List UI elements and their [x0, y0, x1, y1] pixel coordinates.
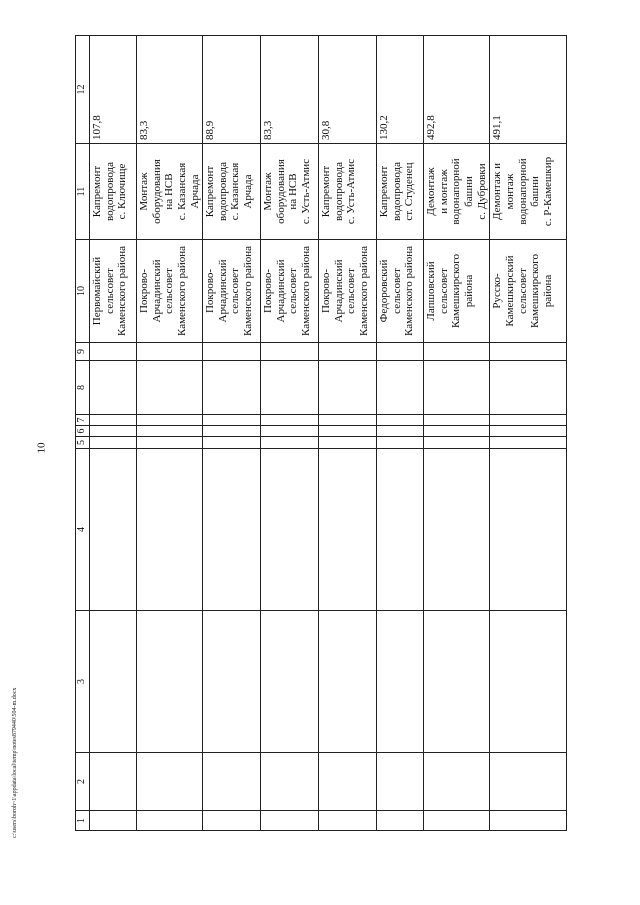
council-cell: [137, 240, 203, 343]
column-header: 4: [76, 449, 90, 611]
empty-cell: [203, 811, 261, 831]
cell-line: Покрово-: [320, 268, 333, 314]
cell-line: с. Казанская: [175, 162, 188, 221]
empty-cell: [261, 426, 319, 437]
empty-cell: [137, 437, 203, 449]
empty-cell: [203, 753, 261, 811]
empty-cell: [377, 437, 424, 449]
cell-line: водопровода: [103, 161, 116, 222]
cell-line: Арчада: [242, 174, 255, 209]
empty-cell: [203, 611, 261, 753]
empty-cell: [261, 415, 319, 426]
cell-line: Капремонт: [378, 165, 391, 218]
cell-line: сельсовет: [437, 268, 450, 314]
cell-line: с. Усть-Атмис: [345, 158, 358, 225]
value-cell: 107,8: [90, 36, 137, 144]
empty-cell: [319, 611, 377, 753]
work-cell: [319, 144, 377, 240]
empty-cell: [319, 811, 377, 831]
column-header: 7: [76, 415, 90, 426]
empty-cell: [490, 415, 567, 426]
footer-file-path: c:\users\boroh~1\appdata\local\temp\notes879440\504-m.docx: [12, 687, 18, 838]
table-row: [377, 36, 424, 831]
cell-line: сельсовет: [229, 268, 242, 314]
empty-cell: [203, 449, 261, 611]
column-header: 11: [76, 144, 90, 240]
empty-cell: [261, 449, 319, 611]
empty-cell: [203, 415, 261, 426]
empty-cell: [203, 343, 261, 361]
cell-line: Русско-: [491, 273, 504, 309]
cell-line: Лапшовский: [425, 261, 438, 321]
table-row: [203, 36, 261, 831]
empty-cell: [490, 449, 567, 611]
empty-cell: [377, 426, 424, 437]
empty-cell: [377, 361, 424, 415]
cell-line: района: [463, 274, 476, 308]
cell-line: Демонтаж: [425, 167, 438, 216]
council-cell: [424, 240, 490, 343]
council-cell: [261, 240, 319, 343]
cell-line: на НСВ: [163, 173, 176, 210]
empty-cell: [490, 437, 567, 449]
empty-cell: [424, 426, 490, 437]
empty-cell: [90, 811, 137, 831]
empty-cell: [424, 753, 490, 811]
value-cell: 491,1: [490, 36, 567, 144]
cell-line: сельсовет: [345, 268, 358, 314]
empty-cell: [490, 611, 567, 753]
empty-cell: [203, 437, 261, 449]
column-header: 9: [76, 343, 90, 361]
rotated-sheet: [75, 36, 588, 831]
empty-cell: [137, 343, 203, 361]
value-cell: 130,2: [377, 36, 424, 144]
empty-cell: [261, 811, 319, 831]
empty-cell: [424, 811, 490, 831]
value-cell: 30,8: [319, 36, 377, 144]
work-cell: [261, 144, 319, 240]
value-cell: 88,9: [203, 36, 261, 144]
empty-cell: [319, 753, 377, 811]
cell-line: Арчадинский: [150, 259, 163, 323]
empty-cell: [490, 753, 567, 811]
cell-line: водопровода: [332, 161, 345, 222]
empty-cell: [137, 449, 203, 611]
cell-line: ст. Студенец: [403, 162, 416, 221]
empty-cell: [424, 343, 490, 361]
empty-cell: [137, 753, 203, 811]
empty-cell: [319, 426, 377, 437]
empty-cell: [319, 415, 377, 426]
cell-line: водонапорной: [450, 158, 463, 225]
cell-line: с. Ключище: [116, 163, 129, 220]
empty-cell: [424, 437, 490, 449]
empty-cell: [319, 343, 377, 361]
cell-line: водонапорной: [516, 158, 529, 225]
cell-line: водопровода: [216, 161, 229, 222]
empty-cell: [203, 426, 261, 437]
empty-cell: [90, 415, 137, 426]
column-header: 6: [76, 426, 90, 437]
empty-cell: [377, 415, 424, 426]
column-header: 12: [76, 36, 90, 144]
work-cell: [137, 144, 203, 240]
empty-cell: [90, 753, 137, 811]
empty-cell: [261, 343, 319, 361]
empty-cell: [319, 449, 377, 611]
table-row: [90, 36, 137, 831]
cell-line: Камешкирского: [450, 253, 463, 329]
column-header: 8: [76, 361, 90, 415]
council-cell: [490, 240, 567, 343]
cell-line: Покрово-: [138, 268, 150, 314]
table-row: [261, 36, 319, 831]
empty-cell: [424, 449, 490, 611]
cell-line: Монтаж: [262, 172, 275, 211]
cell-line: и монтаж: [437, 169, 450, 214]
cell-line: сельсовет: [390, 268, 403, 314]
column-header: 1: [76, 811, 90, 831]
work-cell: [90, 144, 137, 240]
cell-line: с. Дубровки: [475, 163, 488, 220]
work-cell: [377, 144, 424, 240]
council-cell: [319, 240, 377, 343]
cell-line: Капремонт: [320, 165, 333, 218]
empty-cell: [424, 361, 490, 415]
cell-line: Арчадинский: [216, 259, 229, 323]
empty-cell: [137, 361, 203, 415]
value-cell: 83,3: [261, 36, 319, 144]
table-row: [137, 36, 203, 831]
empty-cell: [137, 811, 203, 831]
empty-cell: [319, 361, 377, 415]
value-cell: 83,3: [137, 36, 203, 144]
column-header: 2: [76, 753, 90, 811]
cell-line: Камешкирского: [529, 253, 542, 329]
empty-cell: [377, 611, 424, 753]
empty-cell: [377, 753, 424, 811]
empty-cell: [490, 426, 567, 437]
cell-line: оборудования: [274, 159, 287, 224]
council-cell: [203, 240, 261, 343]
cell-line: с. Усть-Атмис: [300, 158, 313, 225]
cell-line: Камешкирский: [504, 255, 517, 327]
cell-line: сельсовет: [103, 268, 116, 314]
table-row: [319, 36, 377, 831]
cell-line: башни: [463, 176, 476, 207]
cell-line: сельсовет: [516, 268, 529, 314]
table-row: [424, 36, 490, 831]
empty-cell: [424, 611, 490, 753]
cell-line: Каменского района: [300, 246, 313, 336]
cell-line: Каменского района: [175, 246, 188, 336]
empty-cell: [90, 449, 137, 611]
cell-line: оборудования: [150, 159, 163, 224]
empty-cell: [490, 811, 567, 831]
cell-line: Каменского района: [403, 246, 416, 336]
cell-line: района: [541, 274, 554, 308]
council-cell: [377, 240, 424, 343]
cell-line: с. Казанская: [229, 162, 242, 221]
cell-line: водопровода: [390, 161, 403, 222]
cell-line: Каменского района: [242, 246, 255, 336]
column-header: 5: [76, 437, 90, 449]
cell-line: сельсовет: [163, 268, 176, 314]
cell-line: с. Р-Камешкир: [541, 156, 554, 227]
empty-cell: [261, 361, 319, 415]
empty-cell: [137, 415, 203, 426]
column-number-row: [76, 36, 90, 831]
empty-cell: [377, 811, 424, 831]
council-cell: [90, 240, 137, 343]
cell-line: Покрово-: [262, 268, 275, 314]
empty-cell: [261, 437, 319, 449]
empty-cell: [90, 426, 137, 437]
cell-line: Капремонт: [204, 165, 217, 218]
cell-line: Федоровский: [378, 259, 391, 323]
empty-cell: [90, 437, 137, 449]
empty-cell: [377, 343, 424, 361]
empty-cell: [90, 361, 137, 415]
cell-line: Каменского района: [116, 246, 129, 336]
cell-line: Покрово-: [204, 268, 217, 314]
value-cell: 492,8: [424, 36, 490, 144]
cell-line: башни: [529, 176, 542, 207]
empty-cell: [319, 437, 377, 449]
cell-line: Первомайский: [91, 256, 103, 326]
empty-cell: [90, 343, 137, 361]
empty-cell: [137, 426, 203, 437]
cell-line: Арчадинский: [332, 259, 345, 323]
empty-cell: [261, 753, 319, 811]
works-table: [75, 35, 567, 831]
cell-line: Монтаж: [138, 172, 150, 211]
cell-line: на НСВ: [287, 173, 300, 210]
cell-line: Демонтаж и: [491, 163, 504, 220]
empty-cell: [90, 611, 137, 753]
cell-line: монтаж: [504, 173, 517, 210]
cell-line: Каменского района: [358, 246, 371, 336]
column-header: 10: [76, 240, 90, 343]
cell-line: Капремонт: [91, 165, 103, 218]
empty-cell: [424, 415, 490, 426]
work-cell: [490, 144, 567, 240]
empty-cell: [137, 611, 203, 753]
empty-cell: [203, 361, 261, 415]
empty-cell: [261, 611, 319, 753]
empty-cell: [377, 449, 424, 611]
column-header: 3: [76, 611, 90, 753]
page-number: 10: [35, 442, 48, 454]
work-cell: [424, 144, 490, 240]
empty-cell: [490, 343, 567, 361]
table-row: [490, 36, 567, 831]
work-cell: [203, 144, 261, 240]
cell-line: Арчада: [188, 174, 201, 209]
empty-cell: [490, 361, 567, 415]
cell-line: Арчадинский: [274, 259, 287, 323]
cell-line: сельсовет: [287, 268, 300, 314]
